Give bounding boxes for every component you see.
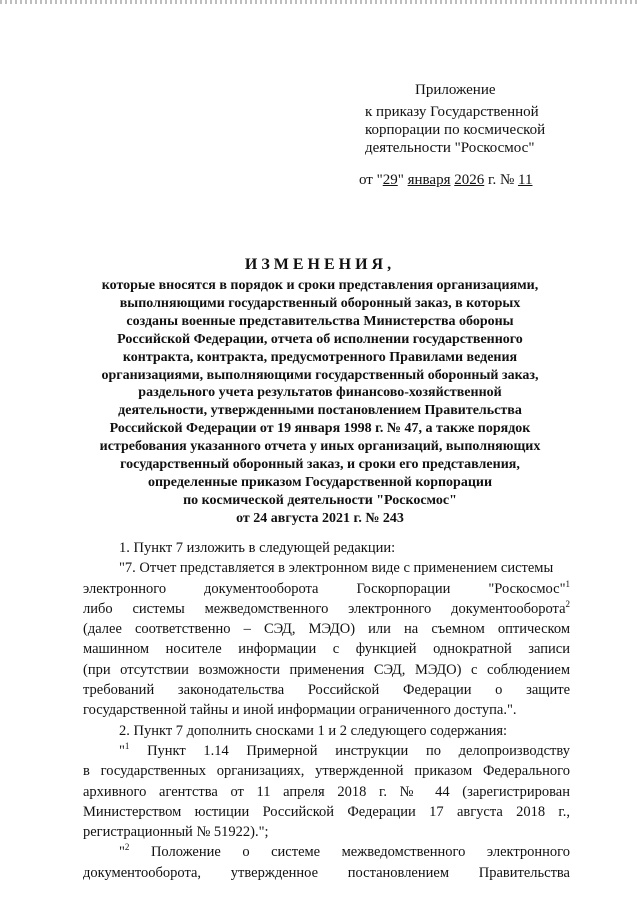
footnote-2-line-2: документооборота, утвержденное постановлением Правительства bbox=[83, 864, 570, 881]
appendix-line-1: к приказу Государственной bbox=[365, 104, 539, 120]
paragraph-2-line-5: машинном носителе информации с функцией однократной записи bbox=[83, 641, 570, 658]
paragraph-2-line-2 bbox=[83, 579, 570, 599]
appendix-title: Приложение bbox=[415, 82, 496, 98]
footnote-2-line-1 bbox=[83, 842, 570, 862]
order-day: 29 bbox=[382, 172, 398, 188]
appendix-line-3: деятельности "Роскосмос" bbox=[365, 140, 535, 156]
subtitle-line: Российской Федерации, отчета об исполнении государственного bbox=[117, 331, 523, 347]
paragraph-2-line-1: "7. Отчет представляется в электронном виде с применением системы bbox=[119, 560, 554, 577]
paragraph-1: 1. Пункт 7 изложить в следующей редакции: bbox=[119, 540, 396, 556]
paragraph-2-line-6: (при отсутствии возможности применения СЭД, МЭДО) с соблюдением bbox=[83, 661, 570, 678]
paragraph-3: 2. Пункт 7 дополнить сносками 1 и 2 следующего содержания: bbox=[119, 722, 508, 739]
document-title: ИЗМЕНЕНИЯ, bbox=[244, 256, 396, 273]
footnote-1-line-5: регистрационный № 51922)."; bbox=[83, 824, 269, 841]
paragraph-2-line-2-text: электронного документооборота Госкорпорации "Роскосмос" bbox=[83, 580, 566, 597]
paragraph-2-line-4: (далее соответственно – СЭД, МЭДО) или на съемном оптическом bbox=[83, 621, 570, 638]
footnote-1-line-2: в государственных организациях, утвержденной приказом Федерального bbox=[83, 763, 570, 780]
order-prefix: от " bbox=[359, 172, 383, 188]
footnote-2-sup: 2 bbox=[124, 842, 130, 853]
footnote-1-line-3: архивного агентства от 11 апреля 2018 г. № 44 (зарегистрирован bbox=[83, 783, 570, 800]
order-number: 11 bbox=[518, 172, 533, 188]
footnote-1-marker: 1 bbox=[565, 578, 570, 589]
subtitle-line: созданы военные представительства Министерства обороны bbox=[126, 313, 514, 329]
footnote-2-line-1-text: Положение о системе межведомственного электронного bbox=[129, 844, 570, 861]
paragraph-2-line-8: государственной тайны и иной информации ограниченного доступа.". bbox=[83, 702, 517, 719]
subtitle-line: которые вносятся в порядок и сроки представления организациями, bbox=[101, 278, 539, 293]
footnote-2-marker: 2 bbox=[565, 599, 570, 610]
appendix-block bbox=[359, 81, 605, 189]
subtitle-line: от 24 августа 2021 г. № 243 bbox=[236, 510, 404, 526]
subtitle-line: раздельного учета результатов финансово-хозяйственной bbox=[138, 385, 502, 401]
subtitle-line: истребования указанного отчета у иных организаций, выполняющих bbox=[99, 439, 541, 455]
appendix-line-2: корпорации по космической bbox=[365, 122, 546, 138]
subtitle-line: выполняющими государственный оборонный заказ, в которых bbox=[119, 295, 521, 311]
subtitle-line: деятельности, утвержденными постановлением Правительства bbox=[118, 403, 522, 419]
order-mid: " bbox=[397, 172, 408, 188]
subtitle-line: организациями, выполняющими государственный оборонный заказ, bbox=[101, 367, 539, 383]
footnote-1-line-1 bbox=[83, 741, 570, 761]
subtitle-line: Российской Федерации от 19 января 1998 г. № 47, а также порядок bbox=[109, 421, 531, 437]
scan-edge-mark bbox=[0, 0, 640, 4]
document-body bbox=[83, 538, 570, 883]
paragraph-2-line-3-text: либо системы межведомственного электронного документооборота bbox=[83, 600, 566, 617]
subtitle-line: определенные приказом Государственной корпорации bbox=[147, 474, 493, 490]
footnote-2-open-quote: " bbox=[119, 844, 125, 861]
document-subtitle bbox=[70, 277, 570, 528]
footnote-1-line-4: Министерством юстиции Российской Федерации 17 августа 2018 г., bbox=[83, 803, 570, 820]
footnote-1-open-quote: " bbox=[119, 742, 125, 759]
footnote-1-line-1-text: Пункт 1.14 Примерной инструкции по делопроизводству bbox=[129, 742, 570, 759]
footnote-1-text bbox=[83, 741, 570, 842]
footnote-2-text bbox=[83, 842, 570, 883]
order-suffix: г. № bbox=[484, 172, 519, 188]
order-month: января bbox=[407, 172, 451, 188]
subtitle-line: контракта, контракта, предусмотренного Правилами ведения bbox=[122, 349, 518, 365]
order-year: 2026 bbox=[454, 172, 485, 188]
subtitle-line: государственный оборонный заказ, и сроки его представления, bbox=[120, 457, 520, 473]
footnote-1-sup: 1 bbox=[124, 741, 130, 752]
appendix-order-line bbox=[359, 171, 605, 189]
paragraph-2-line-7: требований законодательства Российской Федерации о защите bbox=[83, 682, 570, 699]
paragraph-2-line-3 bbox=[83, 599, 570, 619]
subtitle-line: по космической деятельности "Роскосмос" bbox=[183, 492, 457, 508]
